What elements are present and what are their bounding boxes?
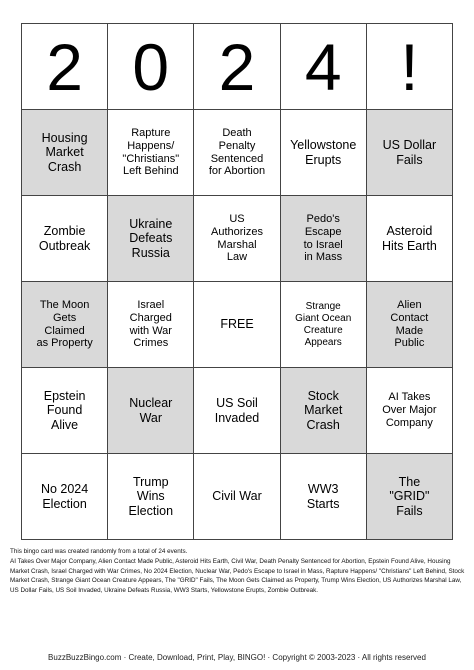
- bingo-square: Rapture Happens/ "Christians" Left Behind: [108, 110, 194, 196]
- bingo-square: Trump Wins Election: [108, 454, 194, 540]
- bingo-square: Civil War: [194, 454, 280, 540]
- bingo-square: Nuclear War: [108, 368, 194, 454]
- bingo-square: Yellowstone Erupts: [281, 110, 367, 196]
- bingo-square: WW3 Starts: [281, 454, 367, 540]
- bingo-square: Ukraine Defeats Russia: [108, 196, 194, 282]
- header-cell: !: [367, 24, 453, 110]
- bingo-square: Israel Charged with War Crimes: [108, 282, 194, 368]
- bingo-square: Death Penalty Sentenced for Abortion: [194, 110, 280, 196]
- bingo-square: US Authorizes Marshal Law: [194, 196, 280, 282]
- header-cell: 0: [108, 24, 194, 110]
- bingo-square: The "GRID" Fails: [367, 454, 453, 540]
- bingo-square: US Soil Invaded: [194, 368, 280, 454]
- bingo-square: AI Takes Over Major Company: [367, 368, 453, 454]
- bingo-square: Stock Market Crash: [281, 368, 367, 454]
- notes-intro: This bingo card was created randomly from a total of 24 events.: [10, 548, 188, 555]
- header-cell: 4: [281, 24, 367, 110]
- bingo-square: The Moon Gets Claimed as Property: [22, 282, 108, 368]
- bingo-square: Strange Giant Ocean Creature Appears: [281, 282, 367, 368]
- bingo-square: Zombie Outbreak: [22, 196, 108, 282]
- header-cell: 2: [194, 24, 280, 110]
- bingo-card: [21, 23, 453, 540]
- notes-event-list: AI Takes Over Major Company, Alien Contact Made Public, Asteroid Hits Earth, Civil War, Death Penalty Sentenced for Abortion, Epstein Found Alive, Housing Market Crash, Israel Charged with War Crimes, No 2024 Election, Nuclear War, Pedo's Escape to Israel in Mass, Rapture Happens/ "Christians" Left Behind, Stock Market Crash, Strange Giant Ocean Creature Appears, The "GRID" Fails, The Moon Gets Claimed as Property, Trump Wins Election, US Authorizes Marshal Law, US Dollar Fails, US Soil Invaded, Ukraine Defeats Russia, WW3 Starts, Yellowstone Erupts, Zombie Outbreak.: [10, 557, 465, 594]
- site-footer: BuzzBuzzBingo.com · Create, Download, Print, Play, BINGO! · Copyright © 2003-2023 · All rights reserved: [48, 653, 426, 662]
- bingo-square: Epstein Found Alive: [22, 368, 108, 454]
- bingo-square: Asteroid Hits Earth: [367, 196, 453, 282]
- header-cell: 2: [22, 24, 108, 110]
- bingo-square: No 2024 Election: [22, 454, 108, 540]
- bingo-square: Alien Contact Made Public: [367, 282, 453, 368]
- bingo-square: Housing Market Crash: [22, 110, 108, 196]
- card-notes: [10, 547, 466, 596]
- bingo-square: US Dollar Fails: [367, 110, 453, 196]
- free-square: FREE: [194, 282, 280, 368]
- bingo-square: Pedo's Escape to Israel in Mass: [281, 196, 367, 282]
